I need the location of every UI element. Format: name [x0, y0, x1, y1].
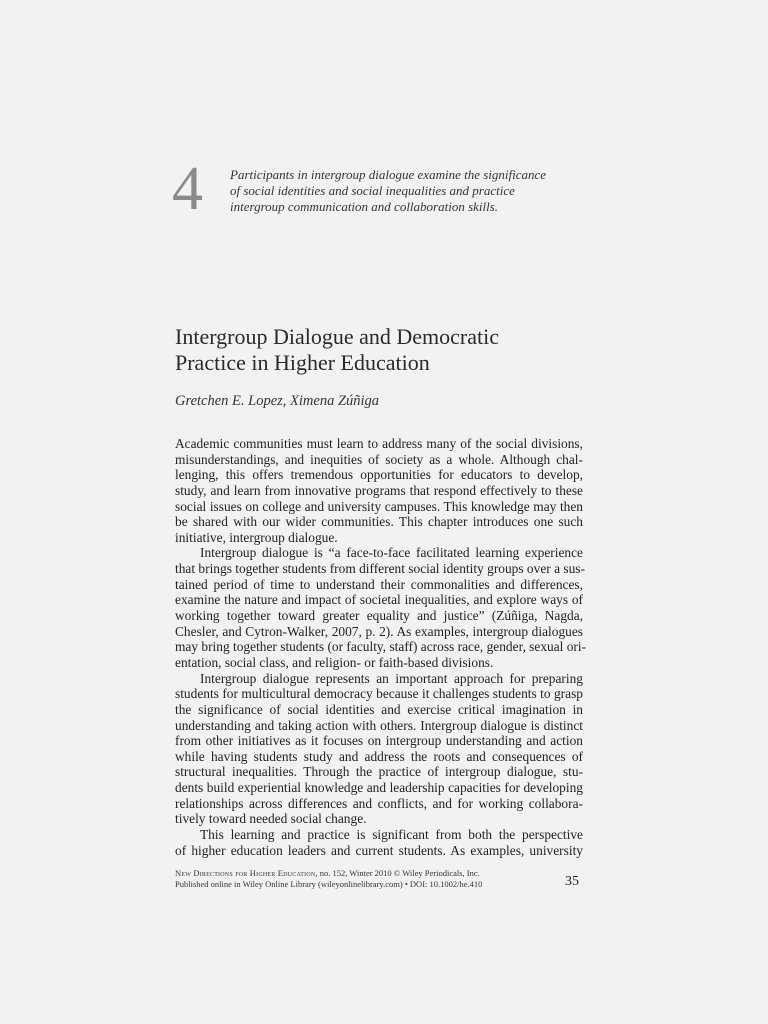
body-line: study, and learn from innovative programs that respond effectively to these: [175, 482, 583, 498]
footer-publication: Published online in Wiley Online Library (wileyonlinelibrary.com) • DOI: 10.1002/he.410: [175, 879, 483, 889]
body-line: social issues on college and university campuses. This knowledge may then: [175, 498, 583, 514]
journal-name: New Directions for Higher Education: [175, 868, 316, 878]
body-line: working together toward greater equality and justice” (Zúñiga, Nagda,: [175, 608, 583, 624]
body-line: may bring together students (or faculty, staff) across race, gender, sexual ori-: [175, 639, 587, 655]
title-line: Practice in Higher Education: [175, 350, 430, 375]
body-line: be shared with our wider communities. This chapter introduces one such: [175, 514, 583, 530]
body-line: Academic communities must learn to address many of the social divisions,: [175, 436, 583, 451]
body-line: dents build experiential knowledge and leadership capacities for developing: [175, 780, 583, 796]
epigraph-line: of social identities and social inequalities and practice: [230, 183, 515, 198]
page-footer: [175, 868, 482, 890]
body-line: relationships across differences and conflicts, and for working collabora-: [175, 795, 583, 811]
body-line: tively toward needed social change.: [175, 811, 367, 827]
body-line: misunderstandings, and inequities of society as a whole. Although chal-: [175, 451, 583, 467]
article-title: [175, 324, 595, 376]
article-authors: Gretchen E. Lopez, Ximena Zúñiga: [175, 393, 380, 409]
body-text: [175, 436, 587, 858]
epigraph-line: Participants in intergroup dialogue examine the significance: [230, 167, 547, 182]
body-line: examine the nature and impact of societal inequalities, and explore ways of: [175, 592, 583, 608]
chapter-number: 4: [172, 155, 203, 223]
page-number: 35: [565, 874, 579, 889]
body-line: Intergroup dialogue is “a face-to-face facilitated learning experience: [200, 545, 583, 561]
epigraph-line: intergroup communication and collaboration skills.: [230, 199, 499, 214]
body-line: Intergroup dialogue represents an important approach for preparing: [200, 670, 583, 686]
body-line: students for multicultural democracy because it challenges students to grasp: [175, 686, 583, 702]
body-line: of higher education leaders and current students. As examples, university: [175, 842, 583, 858]
body-line: initiative, intergroup dialogue.: [175, 529, 338, 545]
body-line: entation, social class, and religion- or faith-based divisions.: [175, 654, 494, 670]
body-line: structural inequalities. Through the practice of intergroup dialogue, stu-: [175, 764, 583, 780]
title-line: Intergroup Dialogue and Democratic: [175, 324, 499, 349]
body-line: from other initiatives as it focuses on intergroup understanding and action: [175, 733, 583, 749]
footer-citation: [175, 868, 482, 879]
body-line: lenging, this offers tremendous opportunities for educators to develop,: [175, 467, 583, 483]
body-line: that brings together students from different social identity groups over a sus-: [175, 561, 585, 577]
body-line: Chesler, and Cytron-Walker, 2007, p. 2). As examples, intergroup dialogues: [175, 623, 583, 639]
body-line: understanding and taking action with others. Intergroup dialogue is distinct: [175, 717, 583, 733]
chapter-epigraph: [230, 167, 590, 215]
body-line: while having students study and address the roots and consequences of: [175, 748, 583, 764]
body-line: This learning and practice is significant from both the perspective: [200, 827, 583, 843]
body-line: tained period of time to understand their commonalities and differences,: [175, 576, 583, 592]
body-line: the significance of social identities and exercise critical imagination in: [175, 701, 583, 717]
issue-info: , no. 152, Winter 2010 © Wiley Periodicals, Inc.: [315, 868, 480, 878]
